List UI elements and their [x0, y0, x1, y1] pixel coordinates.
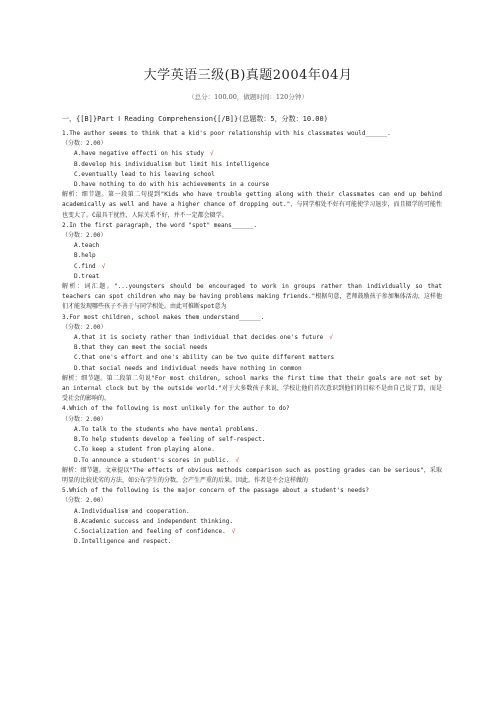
- answer-option: [62, 149, 442, 159]
- explanation-text: 解析：细节题。文章提以"The effects of obvious methods comparison such as posting grades can be serious"，采取明显的比较优劣的方法，如公布学生的分数，会产生严重的后果。因此，作者是不会这样做的: [62, 466, 442, 484]
- answer-option: [62, 262, 442, 272]
- question-score: （分数：2.00）: [62, 323, 107, 331]
- answer-option: [62, 507, 442, 517]
- option-text: C.find: [74, 262, 96, 270]
- option-text: A.To talk to the students who have mental problems.: [74, 425, 259, 433]
- question-block: [62, 486, 442, 547]
- correct-check-icon: √: [101, 262, 106, 270]
- option-text: C.that one's effort and one's ability can be two quite different matters: [74, 354, 335, 362]
- option-text: A.have negative effecti on his study: [74, 150, 205, 158]
- question-text: 5.Which of the following is the major concern of the passage about a student's needs?: [62, 487, 370, 495]
- answer-option: [62, 456, 442, 466]
- question-score: （分数：2.00）: [62, 140, 107, 148]
- answer-option: [62, 333, 442, 343]
- correct-check-icon: √: [329, 334, 333, 342]
- answer-option: [62, 251, 442, 261]
- option-text: D.Intelligence and respect.: [74, 538, 172, 546]
- document-content: [62, 113, 442, 547]
- option-text: A.that it is society rather than individual that decides one's future: [74, 334, 324, 342]
- correct-check-icon: √: [235, 456, 239, 464]
- answer-option: [62, 343, 442, 353]
- answer-option: [62, 241, 442, 251]
- explanation-text: 解析：细节题。第一段第二句提到"Kids who have trouble getting along with their classmates can end up behind academically as well and have a higher chance of dropping out."，与同学相处不好有可能使学习退步，而且辍学的可能性也变大了。C最具干扰性，人际关系不好，并不一定都会辍学。: [62, 191, 442, 219]
- answer-option: [62, 435, 442, 445]
- question-score: （分数：2.00）: [62, 497, 107, 505]
- option-text: B.develop his individualism but limit his intelligence: [74, 160, 270, 168]
- explanation-text: 解析：词汇题。"...youngsters should be encouraged to work in groups rather than individually so that teachers can spot children who may be having problems making friends."根据句意，老师鼓励孩子参加集体活动，这样他们才能发现哪些孩子不善于与同学相处。由此可推断spot意为: [62, 283, 442, 311]
- answer-option: [62, 353, 442, 363]
- answer-option: [62, 527, 442, 537]
- explanation-text: 解析：细节题。第二段第二句说"For most children, school marks the first time that their goals are not set by an internal clock but by the outside world."对于大多数孩子来说，学校让他们首次意识到他们的目标不是由自己说了算，而是受社会的影响的。: [62, 374, 442, 403]
- question-text: 3.For most children, school makes them understand______.: [62, 313, 265, 321]
- question-text: 4.Which of the following is most unlikely for the author to do?: [62, 405, 290, 413]
- option-text: D.that social needs and individual needs have nothing in common: [74, 364, 302, 372]
- question-block: [62, 313, 442, 405]
- option-text: B.that they can meet the social needs: [74, 344, 208, 352]
- correct-check-icon: √: [231, 527, 236, 535]
- option-text: B.Academic success and independent thinking.: [74, 517, 233, 525]
- answer-option: [62, 445, 442, 455]
- question-block: [62, 404, 442, 486]
- answer-option: [62, 170, 442, 180]
- option-text: C.To keep a student from playing alone.: [74, 446, 215, 454]
- answer-option: [62, 160, 442, 170]
- option-text: A.teach: [74, 242, 100, 250]
- option-text: B.To help students develop a feeling of self-respect.: [74, 436, 266, 444]
- question-score: （分数：2.00）: [62, 415, 107, 423]
- question-list: [62, 129, 442, 547]
- correct-check-icon: √: [210, 150, 214, 158]
- option-text: B.help: [74, 252, 96, 260]
- answer-option: [62, 537, 442, 547]
- option-text: D.To announce a student's scores in public.: [74, 456, 230, 464]
- question-block: [62, 221, 442, 313]
- answer-option: [62, 517, 442, 527]
- document-title: 大学英语三级(B)真题2004年04月: [143, 68, 353, 83]
- document-subtitle: （总分：100.00，做题时间：120分钟）: [188, 93, 308, 101]
- answer-option: [62, 364, 442, 374]
- question-text: 1.The author seems to think that a kid's poor relationship with his classmates would______.: [62, 130, 391, 137]
- option-text: D.treat: [74, 272, 100, 280]
- question-score: （分数：2.00）: [62, 232, 107, 240]
- question-block: [62, 129, 442, 221]
- answer-option: [62, 272, 442, 282]
- answer-option: [62, 180, 442, 190]
- option-text: C.Socialization and feeling of confidence.: [74, 527, 226, 535]
- section-heading: 一、{[B]}Part Ⅰ Reading Comprehension{[/B]}(总题数：5，分数：10.00): [62, 115, 328, 123]
- question-text: 2.In the first paragraph, the word "spot" means______.: [62, 221, 258, 229]
- option-text: A.Individualism and cooperation.: [74, 507, 190, 515]
- answer-option: [62, 425, 442, 435]
- option-text: C.eventually lead to his leaving school: [74, 170, 215, 178]
- option-text: D.have nothing to do with his achievements in a course: [74, 181, 270, 189]
